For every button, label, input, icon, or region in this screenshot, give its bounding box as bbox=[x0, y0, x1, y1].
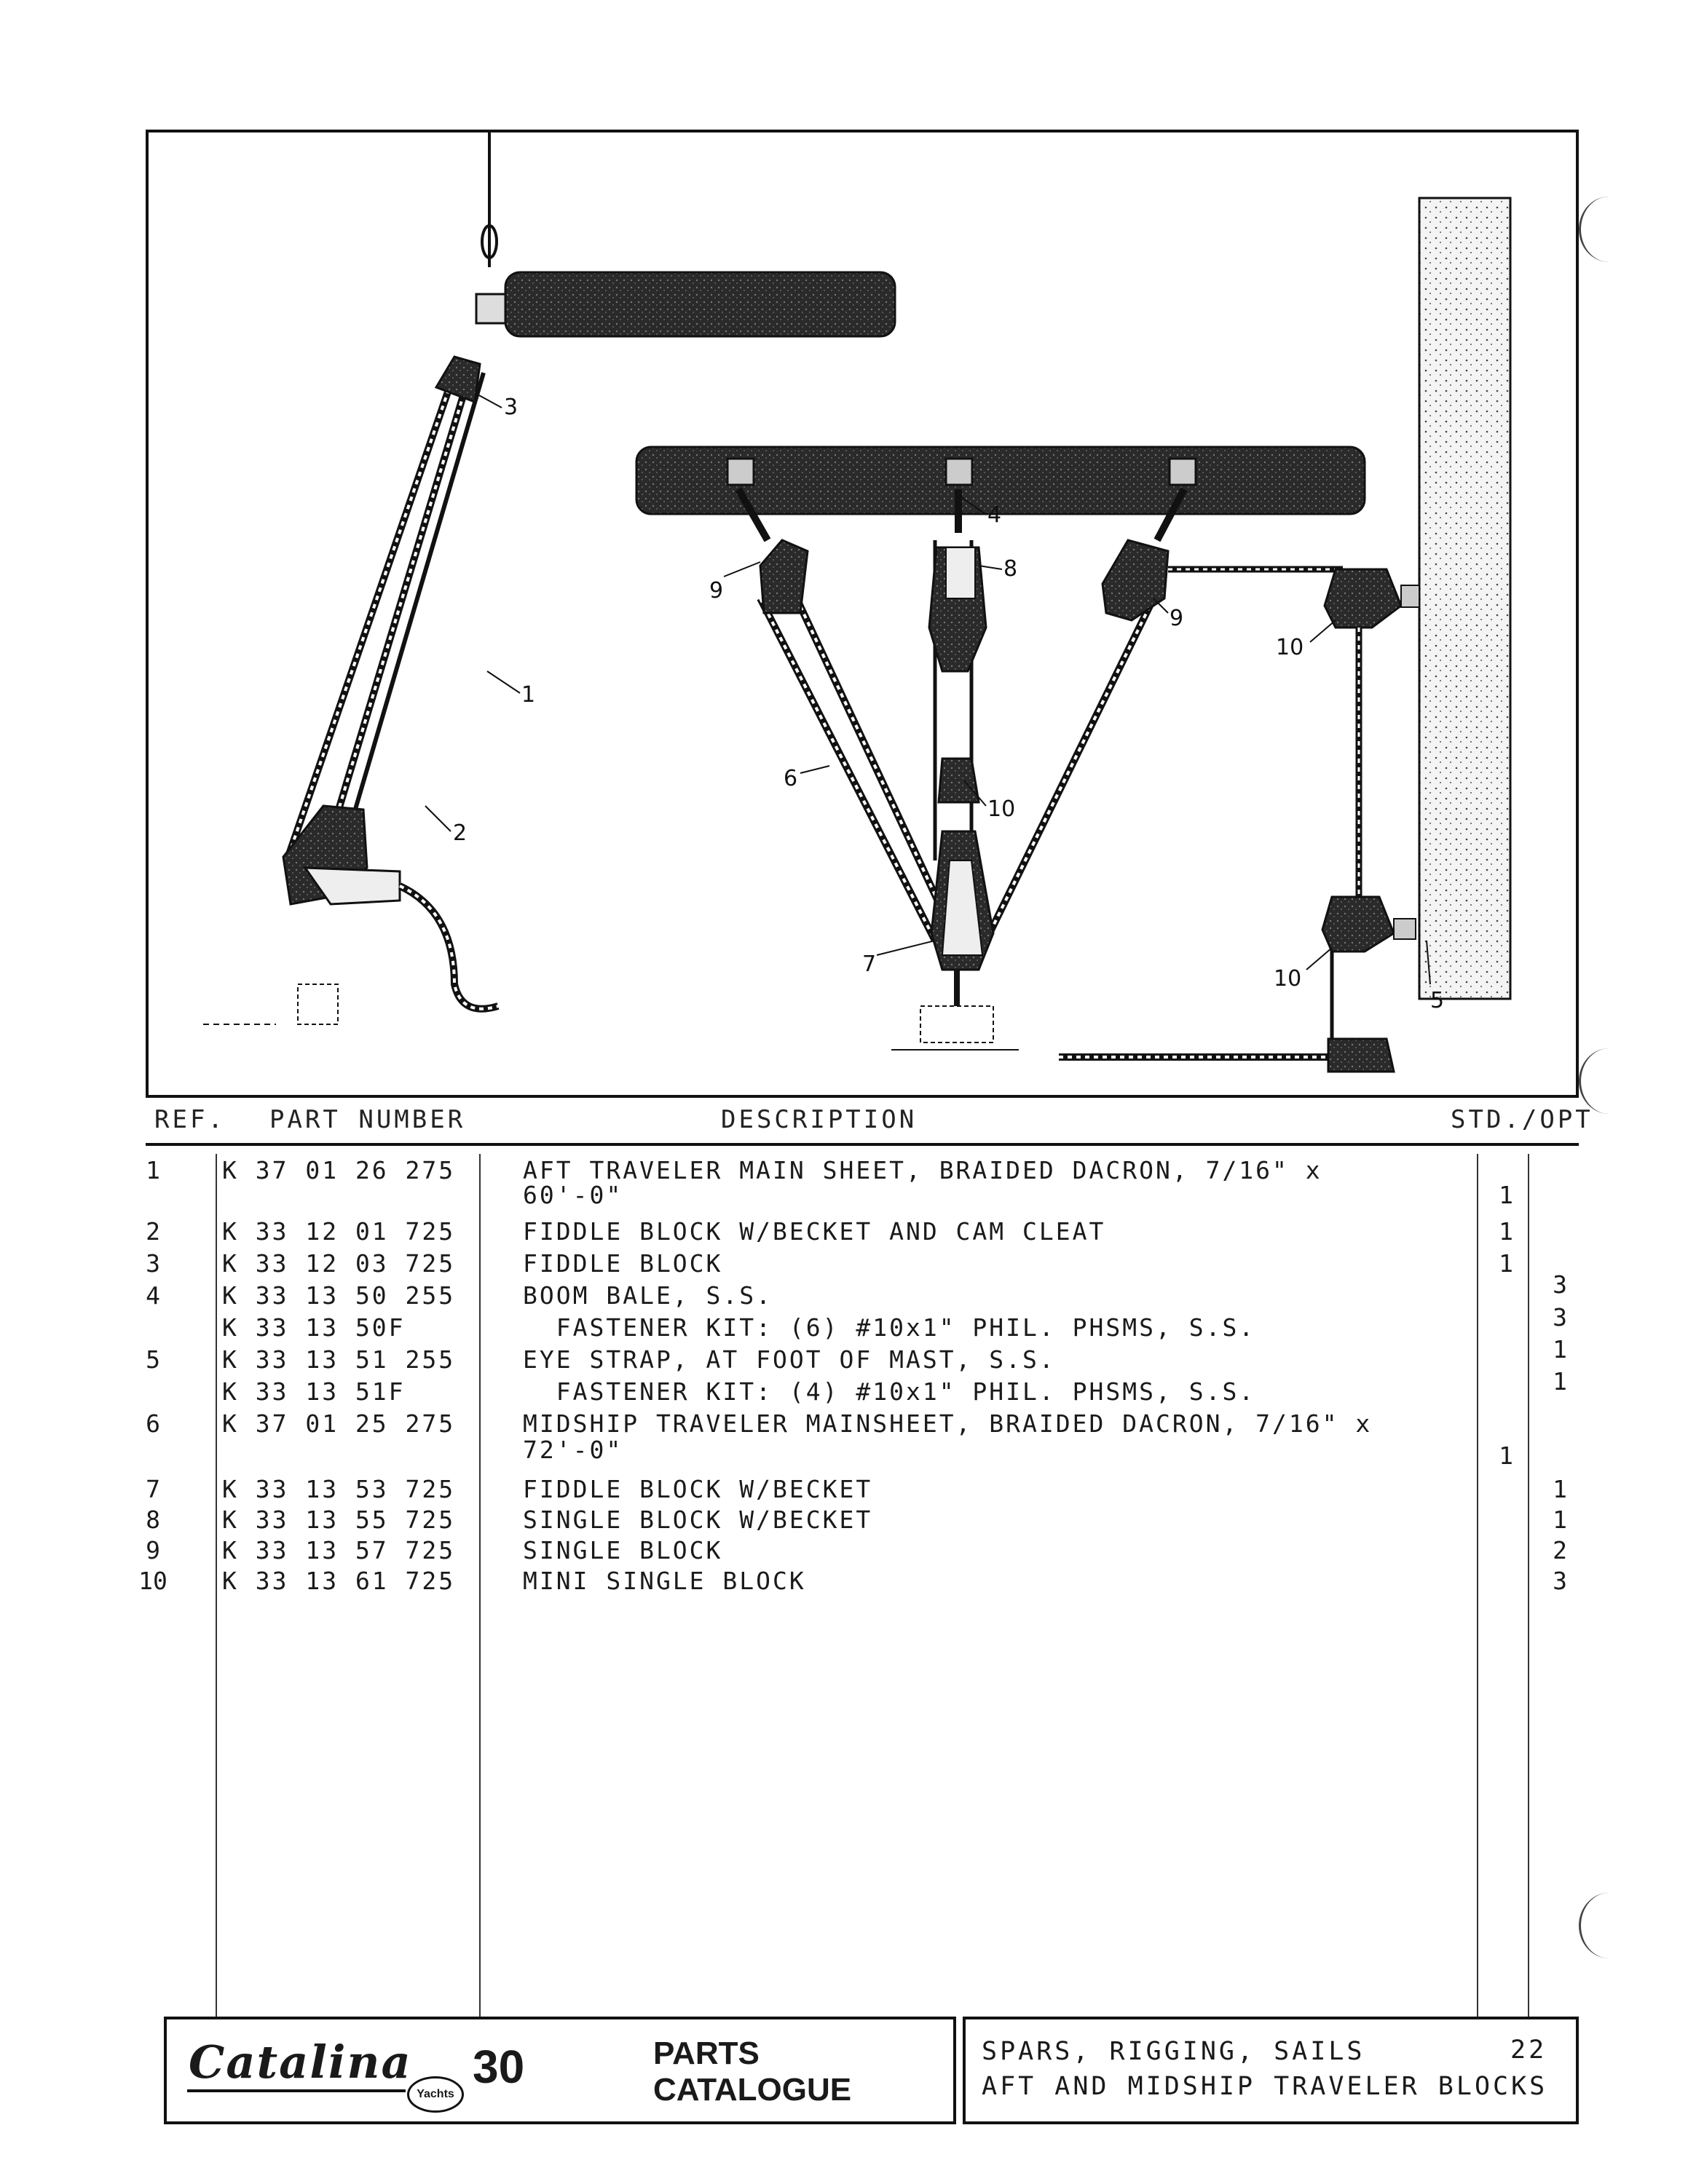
row-description: MIDSHIP TRAVELER MAINSHEET, BRAIDED DACRON, 7/16" x bbox=[523, 1409, 1373, 1438]
callout-4: 4 bbox=[987, 502, 1002, 528]
callout-2: 2 bbox=[453, 820, 468, 846]
row-part-number: K 37 01 25 275 bbox=[222, 1409, 456, 1438]
row-description: EYE STRAP, AT FOOT OF MAST, S.S. bbox=[523, 1345, 1056, 1374]
row-ref: 4 bbox=[146, 1281, 160, 1310]
binder-hole-mark bbox=[1579, 1048, 1639, 1114]
row-ref: 7 bbox=[146, 1475, 160, 1503]
illustration-frame bbox=[146, 130, 1579, 1098]
row-ref: 2 bbox=[146, 1217, 160, 1246]
column-line-ref bbox=[216, 1154, 217, 2017]
yachts-badge: Yachts bbox=[407, 2076, 464, 2113]
header-part-number: PART NUMBER bbox=[269, 1105, 466, 1134]
row-ref: 1 bbox=[146, 1156, 160, 1184]
row-part-number: K 33 12 03 725 bbox=[222, 1249, 456, 1278]
section-title-line-1: SPARS, RIGGING, SAILS bbox=[982, 2037, 1365, 2066]
row-ref: 6 bbox=[146, 1409, 160, 1438]
row-part-number: K 33 13 50 255 bbox=[222, 1281, 456, 1310]
brand-logo: Catalina bbox=[189, 2035, 412, 2089]
row-part-number: K 33 13 50F bbox=[222, 1313, 406, 1342]
row-description: BOOM BALE, S.S. bbox=[523, 1281, 773, 1310]
row-description: FIDDLE BLOCK W/BECKET bbox=[523, 1475, 873, 1503]
callout-10-upper: 10 bbox=[1276, 635, 1304, 660]
row-std: 1 bbox=[1499, 1249, 1513, 1278]
column-line-std bbox=[1528, 1154, 1529, 2017]
row-description: SINGLE BLOCK bbox=[523, 1536, 723, 1564]
row-part-number: K 33 13 51F bbox=[222, 1377, 406, 1406]
row-description: FIDDLE BLOCK bbox=[523, 1249, 723, 1278]
header-ref: REF. bbox=[154, 1105, 226, 1134]
row-opt: 3 bbox=[1553, 1270, 1567, 1299]
catalogue-title-line-2: CATALOGUE bbox=[653, 2072, 852, 2108]
row-part-number: K 33 13 61 725 bbox=[222, 1567, 456, 1595]
callout-10-lower: 10 bbox=[1274, 966, 1302, 992]
row-opt: 1 bbox=[1553, 1367, 1567, 1396]
row-part-number: K 37 01 26 275 bbox=[222, 1156, 456, 1184]
row-opt: 3 bbox=[1553, 1303, 1567, 1332]
callout-10-center: 10 bbox=[987, 796, 1016, 822]
row-part-number: K 33 13 55 725 bbox=[222, 1506, 456, 1534]
aft-boom bbox=[505, 272, 895, 336]
row-opt: 1 bbox=[1553, 1335, 1567, 1364]
header-rule bbox=[146, 1143, 1579, 1146]
header-std-opt: STD./OPT bbox=[1451, 1105, 1593, 1134]
row-ref: 8 bbox=[146, 1506, 160, 1534]
row-part-number: K 33 13 53 725 bbox=[222, 1475, 456, 1503]
column-line-part bbox=[479, 1154, 481, 2017]
footer-section-box bbox=[963, 2017, 1579, 2124]
model-number: 30 bbox=[473, 2041, 525, 2093]
catalogue-title-line-1: PARTS bbox=[653, 2035, 760, 2071]
row-std: 1 bbox=[1499, 1217, 1513, 1246]
row-opt: 3 bbox=[1553, 1567, 1567, 1595]
rigging-illustration bbox=[149, 132, 1576, 1095]
callout-1: 1 bbox=[521, 682, 536, 708]
column-line-desc bbox=[1477, 1154, 1478, 2017]
brand-underline bbox=[187, 2089, 406, 2092]
binder-hole-mark bbox=[1579, 197, 1639, 262]
footer-brand-box bbox=[164, 2017, 956, 2124]
row-opt: 1 bbox=[1553, 1506, 1567, 1534]
row-opt: 1 bbox=[1553, 1475, 1567, 1503]
section-title-line-2: AFT AND MIDSHIP TRAVELER BLOCKS bbox=[982, 2072, 1548, 2101]
row-ref: 10 bbox=[138, 1567, 167, 1595]
callout-6: 6 bbox=[784, 766, 798, 791]
row-description: SINGLE BLOCK W/BECKET bbox=[523, 1506, 873, 1534]
row-part-number: K 33 13 57 725 bbox=[222, 1536, 456, 1564]
row-description: 60'-0" bbox=[523, 1181, 623, 1209]
binder-hole-mark bbox=[1579, 1893, 1639, 1958]
row-ref: 3 bbox=[146, 1249, 160, 1278]
header-description: DESCRIPTION bbox=[721, 1105, 918, 1134]
row-opt: 2 bbox=[1553, 1536, 1567, 1564]
callout-3: 3 bbox=[504, 395, 518, 420]
mast bbox=[1419, 198, 1510, 999]
row-part-number: K 33 12 01 725 bbox=[222, 1217, 456, 1246]
row-description: AFT TRAVELER MAIN SHEET, BRAIDED DACRON, 7/16" x bbox=[523, 1156, 1322, 1184]
row-std: 1 bbox=[1499, 1441, 1513, 1470]
row-description: FASTENER KIT: (6) #10x1" PHIL. PHSMS, S.S. bbox=[523, 1313, 1256, 1342]
page-number: 22 bbox=[1510, 2035, 1547, 2065]
callout-5: 5 bbox=[1430, 988, 1445, 1013]
row-ref: 5 bbox=[146, 1345, 160, 1374]
callout-9-left: 9 bbox=[709, 578, 724, 604]
row-description: FIDDLE BLOCK W/BECKET AND CAM CLEAT bbox=[523, 1217, 1106, 1246]
callout-7: 7 bbox=[862, 951, 877, 977]
row-description: FASTENER KIT: (4) #10x1" PHIL. PHSMS, S.S. bbox=[523, 1377, 1256, 1406]
callout-8: 8 bbox=[1003, 556, 1018, 582]
row-description: MINI SINGLE BLOCK bbox=[523, 1567, 806, 1595]
row-ref: 9 bbox=[146, 1536, 160, 1564]
row-std: 1 bbox=[1499, 1181, 1513, 1209]
callout-9-right: 9 bbox=[1170, 606, 1184, 631]
row-part-number: K 33 13 51 255 bbox=[222, 1345, 456, 1374]
row-description: 72'-0" bbox=[523, 1436, 623, 1464]
